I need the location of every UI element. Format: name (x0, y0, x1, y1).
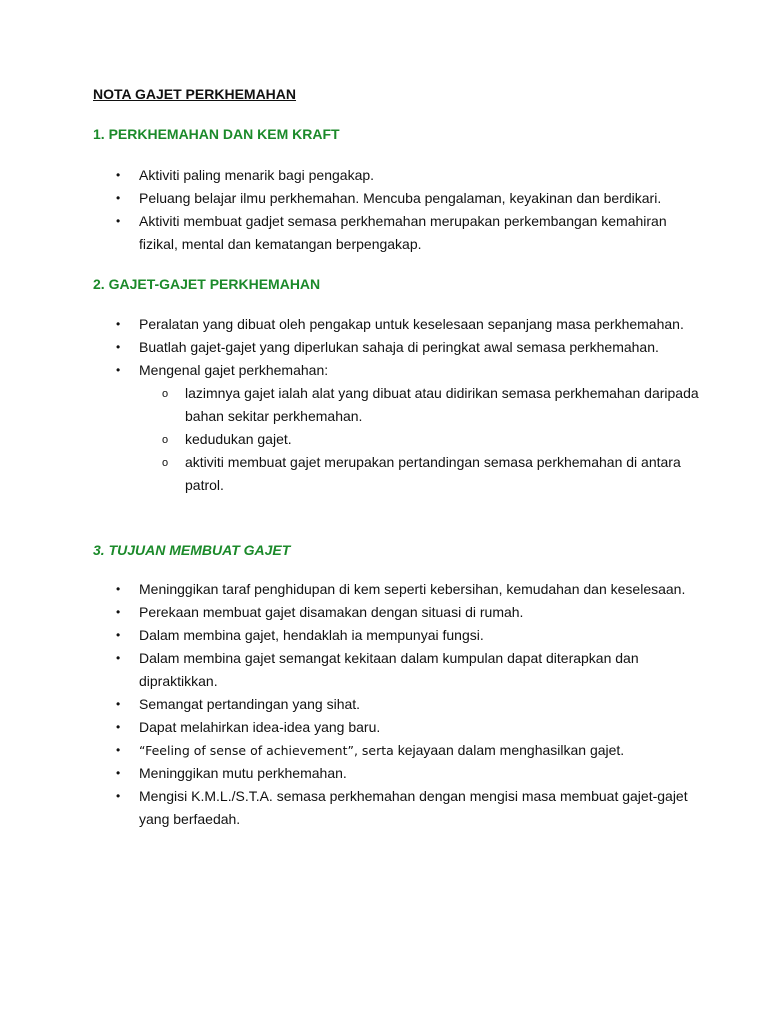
list-item (116, 693, 699, 716)
bullet-icon: • (116, 168, 121, 182)
bullet-icon: • (116, 697, 121, 711)
list-item-text: Dalam membina gajet, hendaklah ia mempunyai fungsi. (139, 627, 484, 643)
bullet-icon: • (116, 743, 121, 757)
section-heading-3: 3. TUJUAN MEMBUAT GAJET (93, 542, 291, 558)
bullet-icon: • (116, 789, 121, 803)
bullet-icon: • (116, 628, 121, 642)
quote-text: “Feeling of sense of achievement”, serta (139, 743, 394, 758)
list-item-text: Mengenal gajet perkhemahan: (139, 362, 329, 378)
section-2-list (116, 313, 699, 497)
list-item-text: Peluang belajar ilmu perkhemahan. Mencuba pengalaman, keyakinan dan berdikari. (139, 190, 662, 206)
list-item (116, 578, 699, 601)
list-item (116, 359, 699, 497)
list-item (116, 716, 699, 739)
list-item (116, 647, 699, 693)
list-item-text: Aktiviti paling menarik bagi pengakap. (139, 167, 375, 183)
sub-list (139, 382, 699, 497)
bullet-icon: • (116, 363, 121, 377)
bullet-icon: • (116, 651, 121, 665)
bullet-icon: • (116, 317, 121, 331)
sub-list-item-text: lazimnya gajet ialah alat yang dibuat atau didirikan semasa perkhemahan daripada bahan sekitar perkhemahan. (185, 385, 699, 424)
list-item (116, 336, 699, 359)
list-item (116, 210, 699, 256)
list-item (116, 762, 699, 785)
document-title: NOTA GAJET PERKHEMAHAN (93, 86, 297, 102)
sub-list-item (162, 382, 699, 428)
bullet-icon: • (116, 720, 121, 734)
list-item-text: Semangat pertandingan yang sihat. (139, 696, 361, 712)
list-item (116, 624, 699, 647)
list-item (116, 313, 699, 336)
circle-bullet-icon: o (162, 457, 169, 469)
list-item-text: Perekaan membuat gajet disamakan dengan situasi di rumah. (139, 604, 524, 620)
list-item-text: kejayaan dalam menghasilkan gajet. (393, 742, 625, 758)
list-item (116, 601, 699, 624)
bullet-icon: • (116, 340, 121, 354)
sub-list-item-text: kedudukan gajet. (185, 431, 292, 447)
bullet-icon: • (116, 214, 121, 228)
circle-bullet-icon: o (162, 388, 169, 400)
sub-list-item-text: aktiviti membuat gajet merupakan pertandingan semasa perkhemahan di antara patrol. (185, 454, 681, 493)
list-item (116, 739, 699, 762)
list-item-text: Mengisi K.M.L./S.T.A. semasa perkhemahan dengan mengisi masa membuat gajet-gajet yang berfaedah. (139, 788, 688, 827)
list-item-text: Dapat melahirkan idea-idea yang baru. (139, 719, 381, 735)
circle-bullet-icon: o (162, 434, 169, 446)
list-item (116, 164, 699, 187)
bullet-icon: • (116, 191, 121, 205)
list-item-text: Buatlah gajet-gajet yang diperlukan sahaja di peringkat awal semasa perkhemahan. (139, 339, 659, 355)
list-item-text: Meninggikan mutu perkhemahan. (139, 765, 347, 781)
sub-list-item (162, 451, 699, 497)
list-item-text: Meninggikan taraf penghidupan di kem seperti kebersihan, kemudahan dan keselesaan. (139, 581, 686, 597)
bullet-icon: • (116, 582, 121, 596)
section-heading-1: 1. PERKHEMAHAN DAN KEM KRAFT (93, 126, 340, 142)
sub-list-item (162, 428, 699, 451)
list-item (116, 785, 699, 831)
list-item-text: Dalam membina gajet semangat kekitaan dalam kumpulan dapat diterapkan dan dipraktikkan. (139, 650, 639, 689)
bullet-icon: • (116, 605, 121, 619)
list-item-text: Aktiviti membuat gadjet semasa perkhemahan merupakan perkembangan kemahiran fizikal, mental dan kematangan berpengakap. (139, 213, 667, 252)
section-heading-2: 2. GAJET-GAJET PERKHEMAHAN (93, 276, 321, 292)
bullet-icon: • (116, 766, 121, 780)
list-item (116, 187, 699, 210)
section-3-list (116, 578, 699, 831)
list-item-text: Peralatan yang dibuat oleh pengakap untuk keselesaan sepanjang masa perkhemahan. (139, 316, 684, 332)
section-1-list (116, 164, 699, 256)
